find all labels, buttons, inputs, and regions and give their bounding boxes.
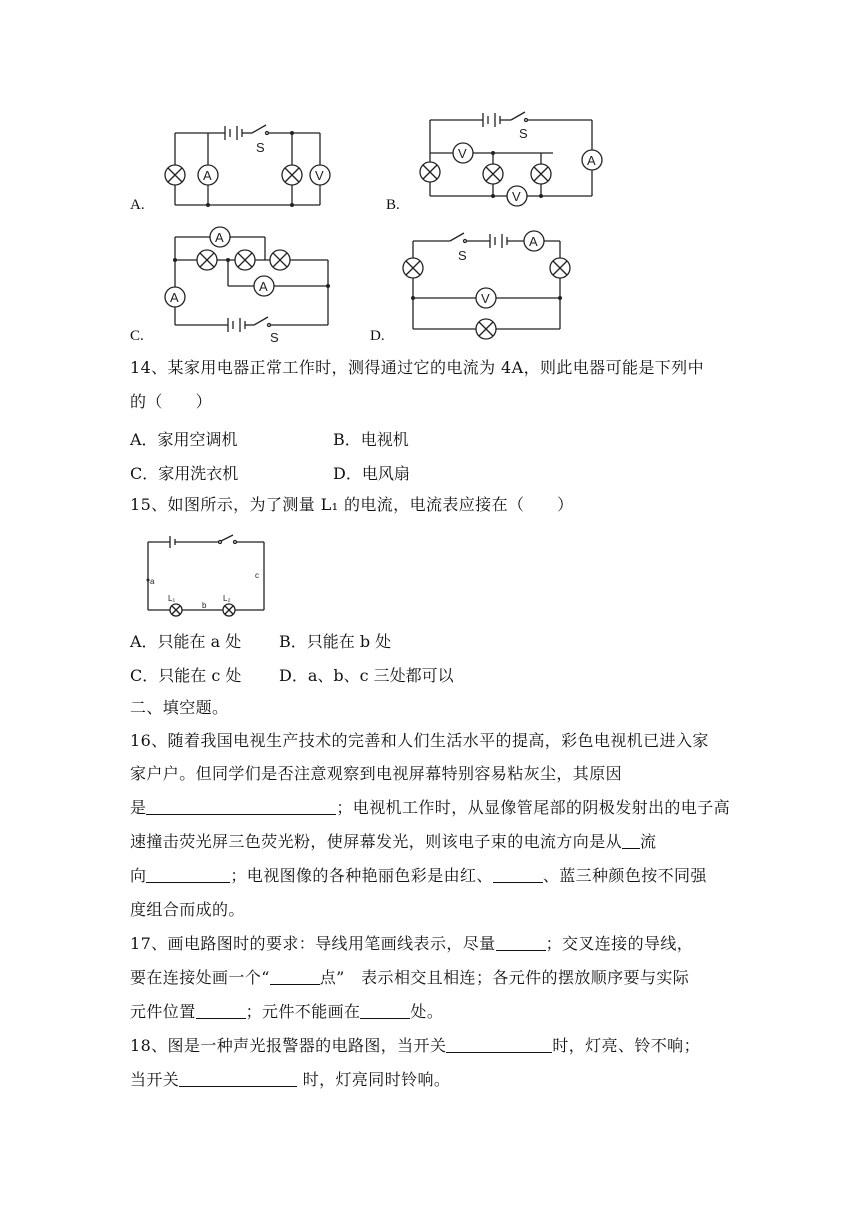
circuit-diagram-d [398,226,578,338]
q18-blank-1[interactable] [446,1036,552,1053]
q15-option-d: D．a、b、c 三处都可以 [279,666,454,685]
q15-circuit-diagram [140,528,270,620]
option-d-label: D. [370,328,385,344]
q16-line-3: 是 ；电视机工作时，从显像管尾部的阴极发射出的电子高 [130,798,731,817]
q17-blank-3[interactable] [196,1002,246,1019]
svg-text:b: b [202,601,207,610]
q16-line-5: 向 ；电视图像的各种艳丽色彩是由红、 、蓝三种颜色按不同强 [130,866,707,885]
svg-text:A: A [215,230,224,245]
q14-option-a: A．家用空调机 [130,430,238,449]
q16-line-4: 速撞击荧光屏三色荧光粉，使屏幕发光，则该电子束的电流方向是从 流 [130,832,657,851]
q17-line-2: 要在连接处画一个“ 点” 表示相交且相连；各元件的摆放顺序要与实际 [130,968,690,987]
svg-text:A: A [529,234,538,249]
q14-option-b: B．电视机 [333,430,409,449]
svg-text:A: A [259,279,268,294]
q15-line-1: 15、如图所示，为了测量 L₁ 的电流，电流表应接在（ ） [130,495,574,514]
svg-text:S: S [256,140,265,155]
q15-option-a: A．只能在 a 处 [130,632,242,651]
svg-text:L₂: L₂ [223,594,231,603]
q17-blank-2[interactable] [270,968,320,985]
option-a-label: A. [130,197,145,213]
svg-text:S: S [519,126,528,141]
q15-option-c: C．只能在 c 处 [130,666,242,685]
q16-line-1: 16、随着我国电视生产技术的完善和人们生活水平的提高，彩色电视机已进入家 [130,731,709,750]
svg-text:A: A [170,290,179,305]
q14-line-2: 的（ ） [130,392,213,411]
q16-blank-4[interactable] [493,866,543,883]
q17-blank-4[interactable] [360,1002,410,1019]
q16-line-6: 度组合而成的。 [130,900,245,919]
svg-text:L₁: L₁ [168,594,176,603]
circuit-diagram-c [160,222,340,345]
circuit-diagram-a [160,118,330,213]
option-b-label: B. [386,197,400,213]
svg-text:a: a [150,577,155,586]
svg-text:S: S [270,330,279,345]
svg-text:V: V [458,146,467,161]
section-heading: 二、填空题。 [130,698,229,717]
q16-blank-3[interactable] [146,866,230,883]
q17-line-1: 17、画电路图时的要求：导线用笔画线表示，尽量 ；交叉连接的导线， [130,934,694,953]
svg-text:A: A [203,168,212,183]
q14-option-c: C．家用洗衣机 [130,464,239,483]
q16-line-2: 家户户。但同学们是否注意观察到电视屏幕特别容易粘灰尘，其原因 [130,764,623,783]
svg-text:S: S [458,248,467,263]
q14-option-d: D．电风扇 [333,464,410,483]
q16-blank-1[interactable] [146,798,336,815]
q14-line-1: 14、某家用电器正常工作时，测得通过它的电流为 4A，则此电器可能是下列中 [130,358,704,377]
option-c-label: C. [130,328,144,344]
q18-line-2: 当开关 时，灯亮同时铃响。 [130,1070,451,1089]
svg-text:V: V [481,291,490,306]
svg-text:c: c [255,571,259,580]
q16-blank-2[interactable] [622,832,640,849]
q17-line-3: 元件位置 ；元件不能画在 处。 [130,1002,444,1021]
svg-text:V: V [315,168,324,183]
q15-option-b: B．只能在 b 处 [279,632,392,651]
svg-text:A: A [587,153,596,168]
q18-line-1: 18、图是一种声光报警器的电路图，当开关 时，灯亮、铃不响； [130,1036,700,1055]
q17-blank-1[interactable] [496,934,546,951]
circuit-diagram-b [415,108,610,208]
svg-text:V: V [512,189,521,204]
q18-blank-2[interactable] [179,1070,297,1087]
